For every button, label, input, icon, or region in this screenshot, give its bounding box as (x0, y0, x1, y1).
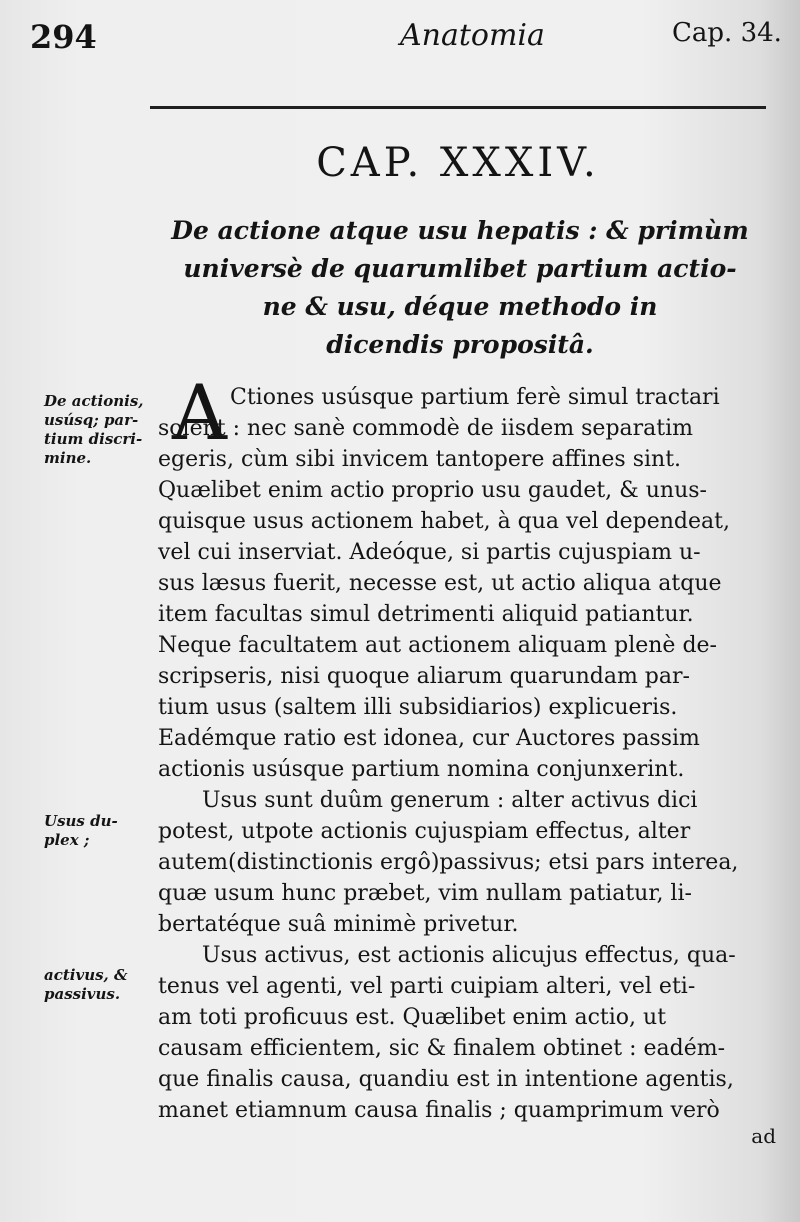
margin-note-line: activus, & (44, 966, 128, 984)
text-line: causam efficientem, sic & finalem obtinet : eadém- (158, 1036, 726, 1061)
text-line: Quælibet enim actio proprio usu gaudet, & unus- (158, 478, 707, 503)
margin-note-line: plex ; (44, 831, 90, 849)
text-line: potest, utpote actionis cujuspiam effectus, alter (158, 819, 691, 844)
margin-note-line: usúsq; par- (44, 411, 139, 429)
margin-note-actionis (44, 392, 160, 468)
margin-note-activus (44, 966, 160, 1004)
running-title: Anatomia (400, 18, 545, 53)
text-line: tium usus (saltem illi subsidiarios) explicueris. (158, 695, 678, 720)
subtitle-line: dicendis propositâ. (326, 330, 594, 359)
subtitle-line: De actione atque usu hepatis : & primùm (171, 216, 749, 245)
text-line: bertatéque suâ minimè privetur. (158, 912, 519, 937)
margin-note-line: De actionis, (44, 392, 144, 410)
text-line: Eadémque ratio est idonea, cur Auctores passim (158, 726, 700, 751)
text-line: quæ usum hunc præbet, vim nullam patiatur, li- (158, 881, 692, 906)
drop-cap: A (172, 368, 227, 457)
chapter-reference: Cap. 34. (672, 18, 782, 48)
subtitle-line: ne & usu, déque methodo in (262, 292, 658, 321)
text-line: egeris, cùm sibi invicem tantopere affines sint. (158, 447, 682, 472)
text-line: am toti proficuus est. Quælibet enim actio, ut (158, 1005, 667, 1030)
subtitle-line: universè de quarumlibet partium actio- (183, 254, 737, 283)
text-line: tenus vel agenti, vel parti cuipiam alteri, vel eti- (158, 974, 696, 999)
text-line: actionis usúsque partium nomina conjunxerint. (158, 757, 685, 782)
text-line: Usus activus, est actionis alicujus effectus, qua- (202, 943, 736, 968)
text-line: solent : nec sanè commodè de iisdem separatim (158, 416, 694, 441)
text-line: Neque facultatem aut actionem aliquam plenè de- (158, 633, 717, 658)
text-line: autem(distinctionis ergô)passivus; etsi pars interea, (158, 850, 739, 875)
catchword: ad (751, 1124, 776, 1148)
text-line: quisque usus actionem habet, à qua vel dependeat, (158, 509, 730, 534)
text-line: item facultas simul detrimenti aliquid patiantur. (158, 602, 694, 627)
page-number: 294 (30, 18, 97, 56)
text-line: vel cui inserviat. Adeóque, si partis cujuspiam u- (158, 540, 701, 565)
margin-note-usus-duplex (44, 812, 160, 850)
text-line: Usus sunt duûm generum : alter activus dici (202, 788, 698, 813)
text-line: scripseris, nisi quoque aliarum quarundam par- (158, 664, 690, 689)
text-line: Ctiones usúsque partium ferè simul tractari (230, 385, 720, 410)
chapter-heading: CAP. XXXIV. (316, 140, 600, 186)
body-text (158, 368, 776, 1148)
margin-note-line: tium discri- (44, 430, 143, 448)
header-rule (150, 106, 766, 109)
margin-note-line: passivus. (44, 985, 121, 1003)
margin-note-line: Usus du- (44, 812, 118, 830)
text-line: que finalis causa, quandiu est in intentione agentis, (158, 1067, 734, 1092)
margin-note-line: mine. (44, 449, 92, 467)
text-line: manet etiamnum causa finalis ; quamprimum verò (158, 1098, 720, 1123)
chapter-subtitle (150, 212, 770, 364)
text-line: sus læsus fuerit, necesse est, ut actio aliqua atque (158, 571, 722, 596)
